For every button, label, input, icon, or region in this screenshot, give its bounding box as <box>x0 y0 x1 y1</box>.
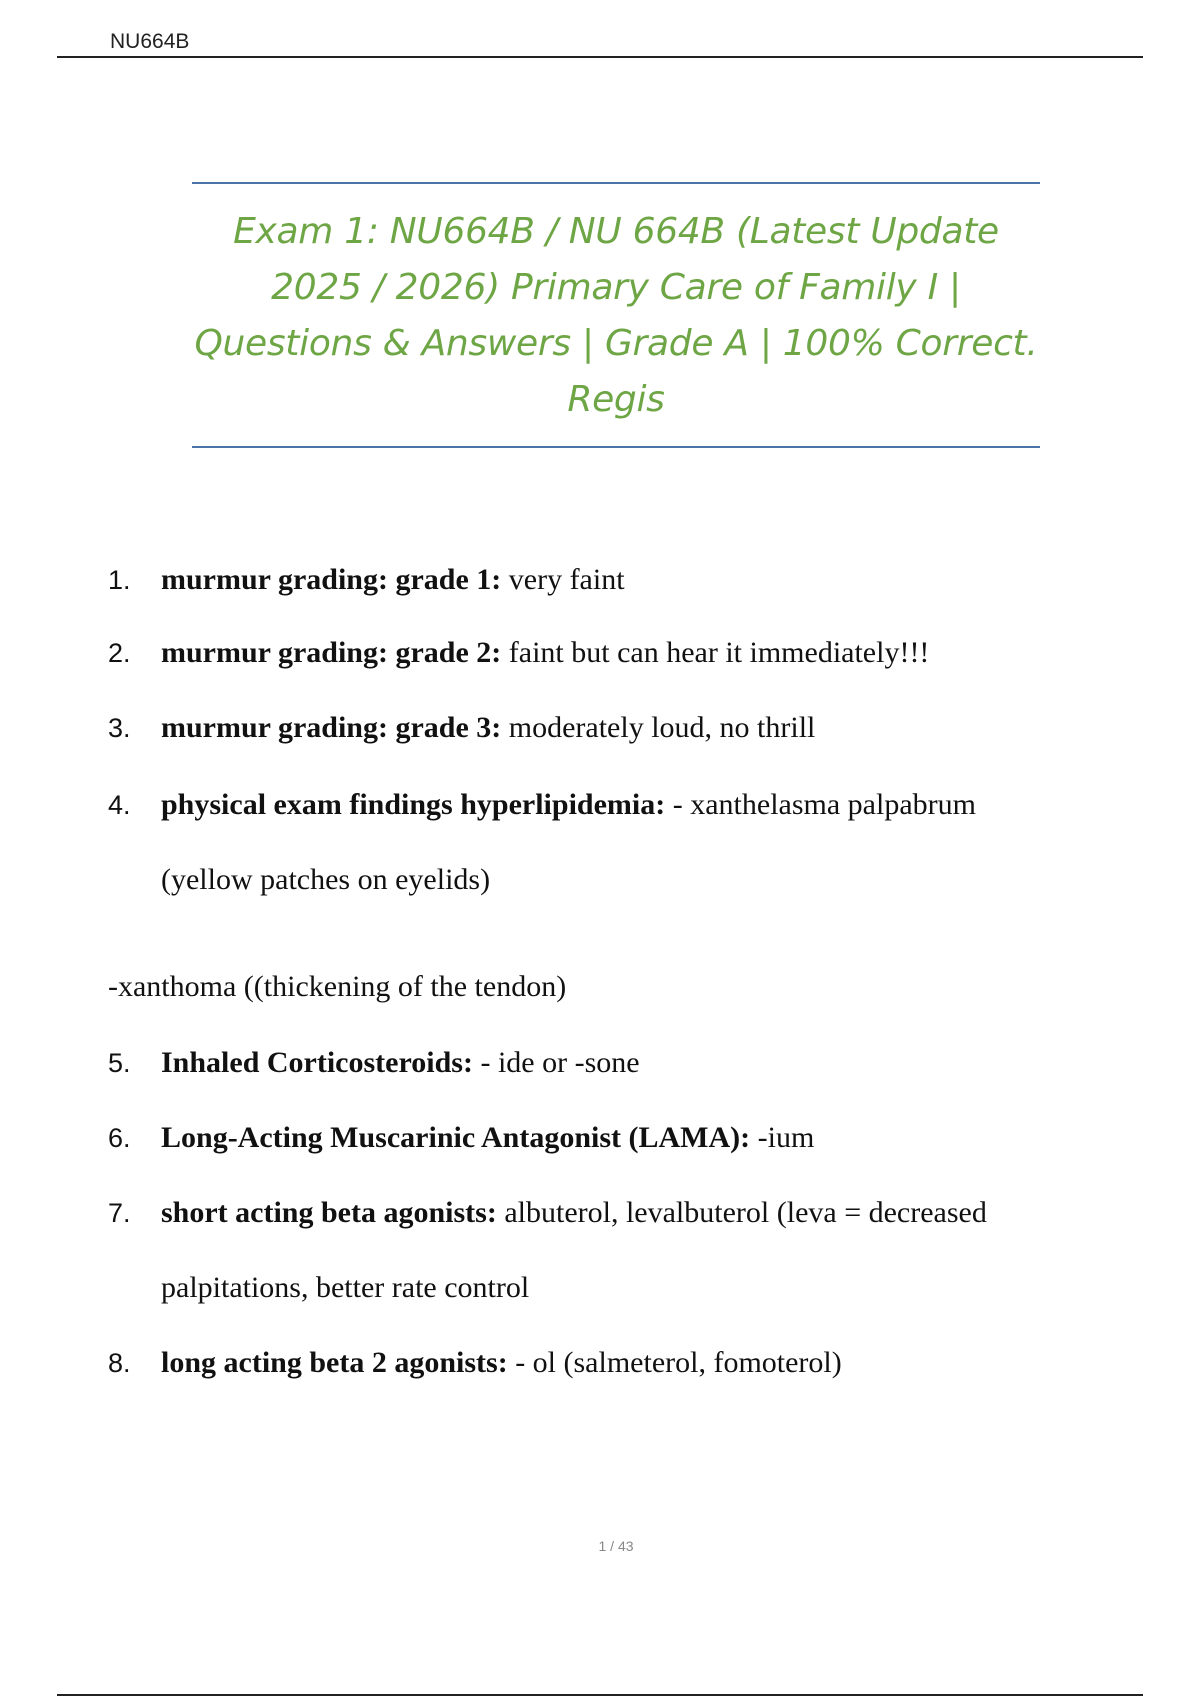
list-item <box>108 562 1108 598</box>
item-term: murmur grading: grade 3: <box>161 711 502 744</box>
list-item <box>108 1120 1108 1156</box>
free-paragraph: -xanthoma ((thickening of the tendon) <box>108 970 567 1003</box>
header-course-code: NU664B <box>110 30 190 53</box>
list-item <box>108 1045 1108 1081</box>
item-term: Long-Acting Muscarinic Antagonist (LAMA): <box>161 1121 751 1154</box>
item-answer: faint but can hear it immediately!!! <box>501 636 930 669</box>
item-term: short acting beta agonists: <box>161 1196 497 1229</box>
header-divider <box>57 56 1143 58</box>
item-number: 4. <box>108 790 131 820</box>
list-item <box>108 1345 1108 1381</box>
item-number: 7. <box>108 1198 131 1228</box>
item-term: physical exam findings hyperlipidemia: <box>161 788 666 821</box>
list-item <box>108 1195 1108 1231</box>
list-item <box>108 635 1108 671</box>
item-answer: very faint <box>501 563 625 596</box>
list-item <box>108 710 1108 746</box>
item-term: murmur grading: grade 2: <box>161 636 502 669</box>
title-bottom-rule <box>192 446 1040 448</box>
item-number: 2. <box>108 638 131 668</box>
title-top-rule <box>192 182 1040 184</box>
item-answer: albuterol, levalbuterol (leva = decreased <box>496 1196 987 1229</box>
item-answer: - xanthelasma palpabrum <box>665 788 976 821</box>
item-term: murmur grading: grade 1: <box>161 563 502 596</box>
item-number: 1. <box>108 565 131 595</box>
item-number: 3. <box>108 713 131 743</box>
item-continuation: (yellow patches on eyelids) <box>161 863 491 896</box>
item-answer: moderately loud, no thrill <box>501 711 816 744</box>
item-answer: - ol (salmeterol, fomoterol) <box>507 1346 842 1379</box>
item-continuation: palpitations, better rate control <box>161 1271 530 1304</box>
document-title: Exam 1: NU664B / NU 664B (Latest Update 2025 / 2026) Primary Care of Family I | Questions & Answers | Grade A | 100% Correct. Regis <box>194 211 1038 420</box>
item-number: 6. <box>108 1123 131 1153</box>
page-number: 1 / 43 <box>598 1538 634 1554</box>
item-term: Inhaled Corticosteroids: <box>161 1046 473 1079</box>
list-item <box>108 787 1108 823</box>
item-number: 5. <box>108 1048 131 1078</box>
item-number: 8. <box>108 1348 131 1378</box>
footer-divider <box>57 1694 1143 1696</box>
item-term: long acting beta 2 agonists: <box>161 1346 508 1379</box>
item-answer: - ide or -sone <box>472 1046 640 1079</box>
item-answer: -ium <box>750 1121 815 1154</box>
